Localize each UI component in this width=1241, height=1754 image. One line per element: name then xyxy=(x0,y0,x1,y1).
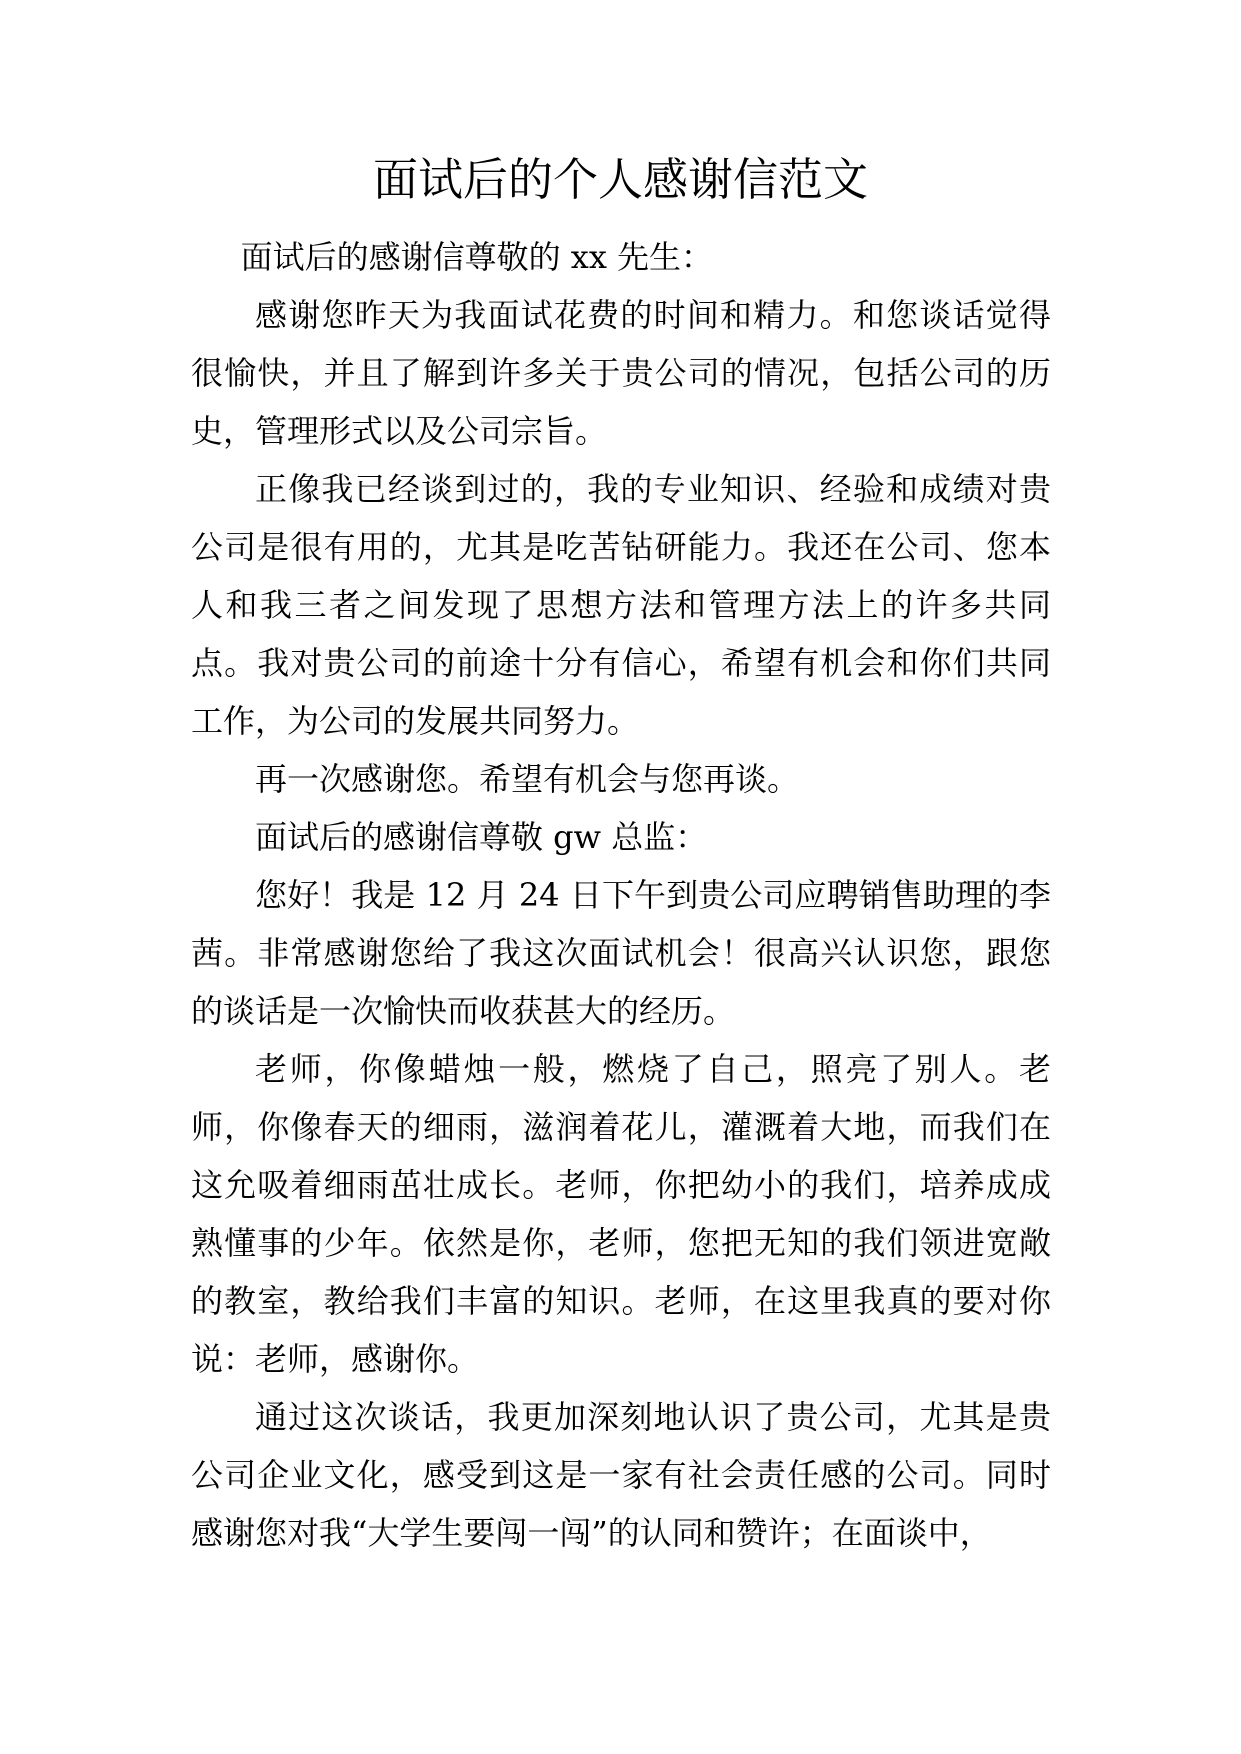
document-body xyxy=(191,228,1051,1562)
paragraph: 老师，你像蜡烛一般，燃烧了自己，照亮了别人。老师，你像春天的细雨，滋润着花儿，灌溉着大地，而我们在这允吸着细雨茁壮成长。老师，你把幼小的我们，培养成成熟懂事的少年。依然是你，老师，您把无知的我们领进宽敞的教室，教给我们丰富的知识。老师，在这里我真的要对你说：老师，感谢你。 xyxy=(191,1050,1051,1378)
paragraph: 感谢您昨天为我面试花费的时间和精力。和您谈话觉得很愉快，并且了解到许多关于贵公司的情况，包括公司的历史，管理形式以及公司宗旨。 xyxy=(191,296,1051,450)
document-title: 面试后的个人感谢信范文 xyxy=(372,153,868,206)
paragraph: 通过这次谈话，我更加深刻地认识了贵公司，尤其是贵公司企业文化，感受到这是一家有社会责任感的公司。同时感谢您对我“大学生要闯一闯”的认同和赞许；在面谈中， xyxy=(191,1398,1051,1552)
paragraph: 您好！我是 12 月 24 日下午到贵公司应聘销售助理的李茜。非常感谢您给了我这次面试机会！很高兴认识您，跟您的谈话是一次愉快而收获甚大的经历。 xyxy=(191,876,1051,1030)
paragraph: 再一次感谢您。希望有机会与您再谈。 xyxy=(255,760,800,798)
paragraph: 正像我已经谈到过的，我的专业知识、经验和成绩对贵公司是很有用的，尤其是吃苦钻研能力。我还在公司、您本人和我三者之间发现了思想方法和管理方法上的许多共同点。我对贵公司的前途十分有信心，希望有机会和你们共同工作，为公司的发展共同努力。 xyxy=(191,470,1051,740)
salutation-2: 面试后的感谢信尊敬 gw 总监： xyxy=(255,818,708,856)
salutation-1: 面试后的感谢信尊敬的 xx 先生： xyxy=(240,238,714,276)
